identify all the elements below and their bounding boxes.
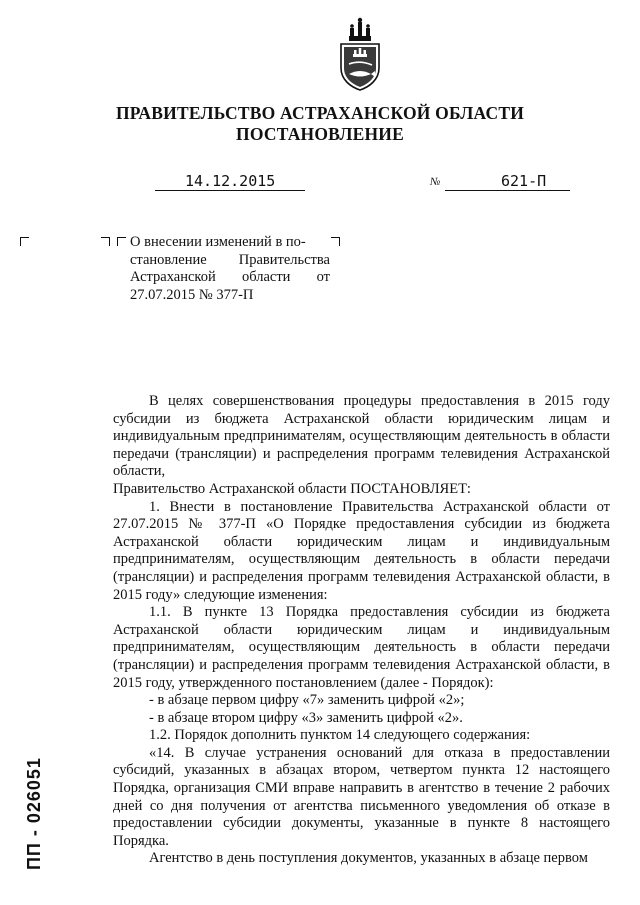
subject-line: становление Правительства (130, 251, 330, 268)
document-number: 621-П (445, 172, 570, 191)
coat-of-arms-emblem (335, 16, 385, 92)
serial-number: ПП - 026051 (24, 757, 44, 870)
corner-mark-subject-left-a (101, 237, 110, 246)
body-paragraph: Правительство Астраханской области ПОСТАНОВЛЯЕТ: (113, 480, 471, 497)
corner-mark-left (20, 237, 29, 246)
subject-line: Астраханской области от (130, 269, 330, 285)
body-paragraph: - в абзаце первом цифру «7» заменить цифрой «2»; (149, 692, 465, 709)
body-paragraph: В целях совершенствования процедуры предоставления в 2015 году субсидии из бюджета Астраханской области юридическим лицам и индивидуальным предпринимателям, осуществляющим деятельность в области передачи (трансляции) и распределения программ телевидения Астраханской области, (113, 393, 610, 480)
corner-mark-subject-left-b (117, 237, 126, 246)
body-paragraph: 1.2. Порядок дополнить пунктом 14 следующего содержания: (149, 727, 531, 744)
number-label: № (430, 176, 441, 188)
body-paragraph: 1. Внести в постановление Правительства Астраханской области от 27.07.2015 № 377-П «О Порядке предоставления субсидии из бюджета Астраханской области юридическим лицам и индивидуальным предпринимателям, осуществляющим деятельность в области передачи (трансляции) и распределения программ телевидения Астраханской области, в 2015 году» следующие изменения: (113, 498, 610, 603)
body-paragraph: «14. В случае устранения оснований для отказа в предоставлении субсидий, указанных в абзацах втором, четвертом пункта 12 настоящего Порядка, организация СМИ вправе направить в агентство в течение 2 рабочих дней со дня получения от агентства письменного уведомления об отказе в предоставлении субсидии документы, указанные в пункте 8 настоящего Порядка. (113, 744, 610, 849)
subject-line: 27.07.2015 № 377-П (130, 286, 254, 303)
document-subject (130, 234, 330, 304)
body-paragraph: Агентство в день поступления документов, указанных в абзаце первом (149, 850, 588, 867)
document-body (113, 393, 610, 868)
document-type-title: ПОСТАНОВЛЕНИЕ (236, 124, 404, 144)
organization-title: ПРАВИТЕЛЬСТВО АСТРАХАНСКОЙ ОБЛАСТИ (115, 103, 525, 123)
corner-mark-subject-right (331, 237, 340, 246)
body-paragraph: - в абзаце втором цифру «3» заменить цифрой «2». (149, 709, 463, 726)
subject-line: О внесении изменений в по- (130, 234, 306, 250)
body-paragraph: 1.1. В пункте 13 Порядка предоставления субсидии из бюджета Астраханской области юридическим лицам и индивидуальным предпринимателям, осуществляющим деятельность в области передачи (трансляции) и распределения программ телевидения Астраханской области, в 2015 году, утвержденного постановлением (далее - Порядок): (113, 604, 610, 691)
document-date: 14.12.2015 (155, 172, 305, 191)
side-serial-stamp (16, 700, 56, 870)
